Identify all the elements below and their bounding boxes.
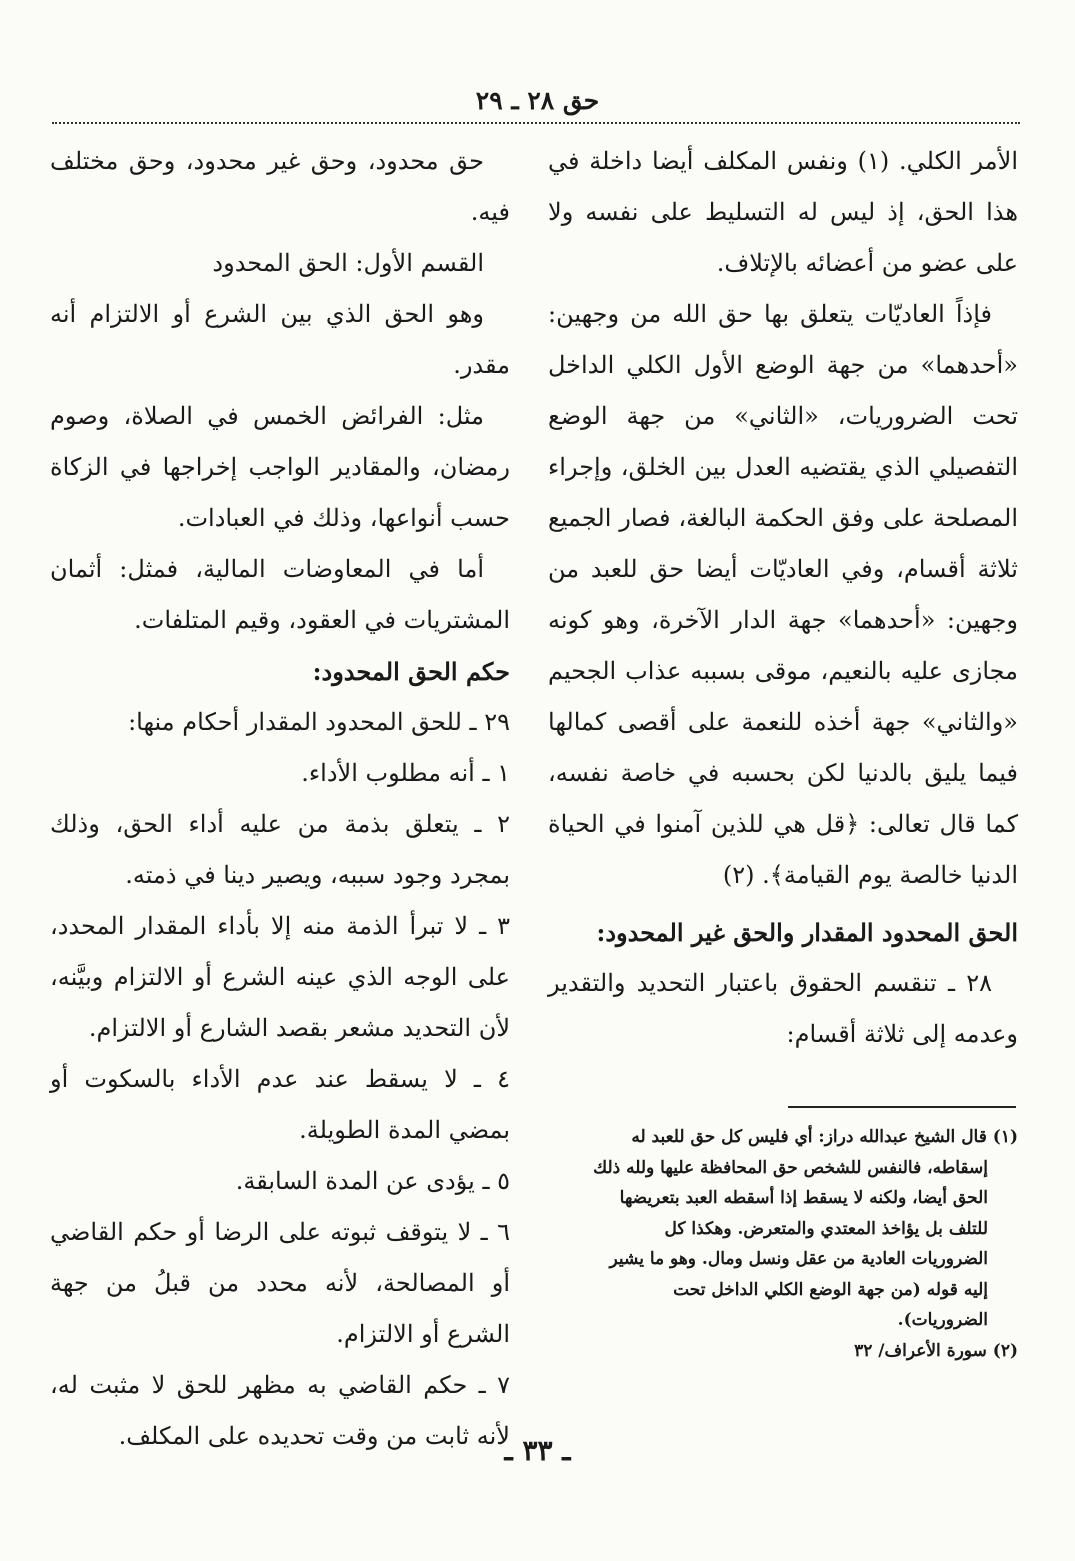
footnote-divider [788,1106,1016,1108]
footnote-line: الحق أيضا، ولكنه لا يسقط إذا أسقطه العبد بتعريضها [619,1188,988,1208]
section-heading: حكم الحق المحدود: [312,657,510,686]
running-header: حق ٢٨ ـ ٢٩ [475,86,600,115]
list-item: ٥ ـ يؤدى عن المدة السابقة. [235,1167,510,1195]
paragraph: حق محدود، وحق غير محدود، وحق مختلف فيه. [50,147,510,226]
page-number: ـ ٣٣ ـ [504,1434,571,1467]
paragraph: ٢٨ ـ تنقسم الحقوق باعتبار التحديد والتقدير وعدمه إلى ثلاثة أقسام: [548,969,1018,1048]
footnote-line: (١) قال الشيخ عبدالله دراز: أي فليس كل حق للعبد له [631,1127,1018,1147]
list-item: ٢ ـ يتعلق بذمة من عليه أداء الحق، وذلك بمجرد وجود سببه، ويصير دينا في ذمته. [50,810,510,889]
list-item: ٤ ـ لا يسقط عند عدم الأداء بالسكوت أو بمضي المدة الطويلة. [50,1065,510,1144]
footnote-line: للتلف بل يؤاخذ المعتدي والمتعرض. وهكذا كل [664,1218,988,1239]
footnote-line: الضروريات العادية من عقل ونسل ومال. وهو ما يشير [609,1249,988,1269]
section-heading: الحق المحدود المقدار والحق غير المحدود: [596,918,1018,947]
list-item: ١ ـ أنه مطلوب الأداء. [301,759,510,787]
list-item: ٣ ـ لا تبرأ الذمة منه إلا بأداء المقدار المحدد، على الوجه الذي عينه الشرع أو الالتزام وبيَّنه، لأن التحديد مشعر بقصد الشارع أو الالتزام. [50,912,510,1042]
paragraph: أما في المعاوضات المالية، فمثل: أثمان المشتريات في العقود، وقيم المتلفات. [50,555,510,634]
paragraph: وهو الحق الذي بين الشرع أو الالتزام أنه مقدر. [50,300,510,379]
footnote-line: إليه قوله (من جهة الوضع الكلي الداخل تحت [673,1279,988,1300]
left-column [50,136,510,1462]
header-divider [52,122,1020,124]
paragraph: الأمر الكلي. (١) ونفس المكلف أيضا داخلة في هذا الحق، إذ ليس له التسليط على نفسه ولا على عضو من أعضائه بالإتلاف. [548,147,1019,277]
footnote-2: (٢) سورة الأعراف/ ٣٢ [854,1340,1018,1361]
list-item: ٧ ـ حكم القاضي به مظهر للحق لا مثبت له، لأنه ثابت من وقت تحديده على المكلف. [50,1371,510,1450]
right-column [548,136,1018,1060]
footnotes [548,1122,1018,1366]
section-title: القسم الأول: الحق المحدود [212,249,484,277]
numbered-item: ٢٩ ـ للحق المحدود المقدار أحكام منها: [128,708,510,736]
footnote-line: إسقاطه، فالنفس للشخص حق المحافظة عليها ولله ذلك [593,1157,988,1178]
paragraph: مثل: الفرائض الخمس في الصلاة، وصوم رمضان، والمقادير الواجب إخراجها في الزكاة حسب أنواعها، وذلك في العبادات. [50,402,510,532]
footnote-line: الضروريات). [897,1310,988,1330]
list-item: ٦ ـ لا يتوقف ثبوته على الرضا أو حكم القاضي أو المصالحة، لأنه محدد من قبلُ من جهة الشرع أو الالتزام. [50,1218,510,1348]
paragraph: فإذاً العاديّات يتعلق بها حق الله من وجهين: «أحدهما» من جهة الوضع الأول الكلي الداخل تحت الضروريات، «الثاني» من جهة الوضع التفصيلي الذي يقتضيه العدل بين الخلق، وإجراء المصلحة على وفق الحكمة البالغة، فصار الجميع ثلاثة أقسام، وفي العاديّات أيضا حق للعبد من وجهين: «أحدهما» جهة الدار الآخرة، وهو كونه مجازى عليه بالنعيم، موقى بسببه عذاب الجحيم «والثاني» جهة أخذه للنعمة على أقصى كمالها فيما يليق بالدنيا لكن بحسبه في خاصة نفسه، كما قال تعالى: ﴿قل هي للذين آمنوا في الحياة الدنيا خالصة يوم القيامة﴾. (٢) [548,300,1018,889]
